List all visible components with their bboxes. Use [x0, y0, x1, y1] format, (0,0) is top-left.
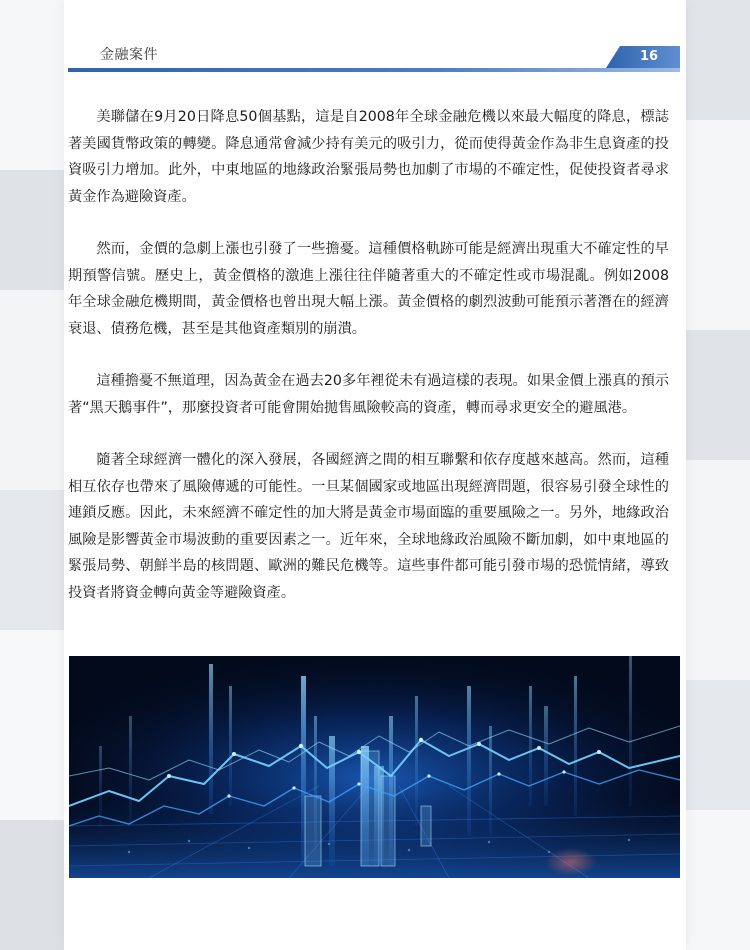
- page-number: 16: [639, 49, 659, 64]
- article-body: [68, 104, 669, 632]
- financial-data-illustration: [69, 656, 680, 878]
- paragraph-4: 隨著全球經濟一體化的深入發展，各國經濟之間的相互聯繫和依存度越來越高。然而，這種相互依存也帶來了風險傳遞的可能性。一旦某個國家或地區出現經濟問題，很容易引發全球性的連鎖反應。因此，未來經濟不確定性的加大將是黃金市場面臨的重要風險之一。另外，地緣政治風險是影響黃金市場波動的重要因素之一。近年來，全球地緣政治風險不斷加劇，如中東地區的緊張局勢、朝鮮半島的核問題、歐洲的難民危機等。這些事件都可能引發市場的恐慌情緒，導致投資者將資金轉向黃金等避險資產。: [68, 452, 669, 601]
- glowing-chart-image: [69, 656, 680, 878]
- paragraph-1: 美聯儲在9月20日降息50個基點，這是自2008年全球金融危機以來最大幅度的降息，標誌著美國貨幣政策的轉變。降息通常會減少持有美元的吸引力，從而使得黃金作為非生息資產的投資吸引力增加。此外，中東地區的地緣政治緊張局勢也加劇了市場的不確定性，促使投資者尋求黃金作為避險資產。: [68, 109, 669, 205]
- header-divider: [68, 68, 680, 72]
- section-title: 金融案件: [100, 47, 158, 63]
- paragraph-2: 然而，金價的急劇上漲也引發了一些擔憂。這種價格軌跡可能是經濟出現重大不確定性的早期預警信號。歷史上，黃金價格的激進上漲往往伴隨著重大的不確定性或市場混亂。例如2008年全球金融危機期間，黃金價格也曾出現大幅上漲。黃金價格的劇烈波動可能預示著潛在的經濟衰退、債務危機，甚至是其他資產類別的崩潰。: [68, 241, 669, 337]
- paragraph-3: 這種擔憂不無道理，因為黃金在過去20多年裡從未有過這樣的表現。如果金價上漲真的預示著“黑天鵝事件”，那麼投資者可能會開始拋售風險較高的資產，轉而尋求更安全的避風港。: [68, 373, 669, 416]
